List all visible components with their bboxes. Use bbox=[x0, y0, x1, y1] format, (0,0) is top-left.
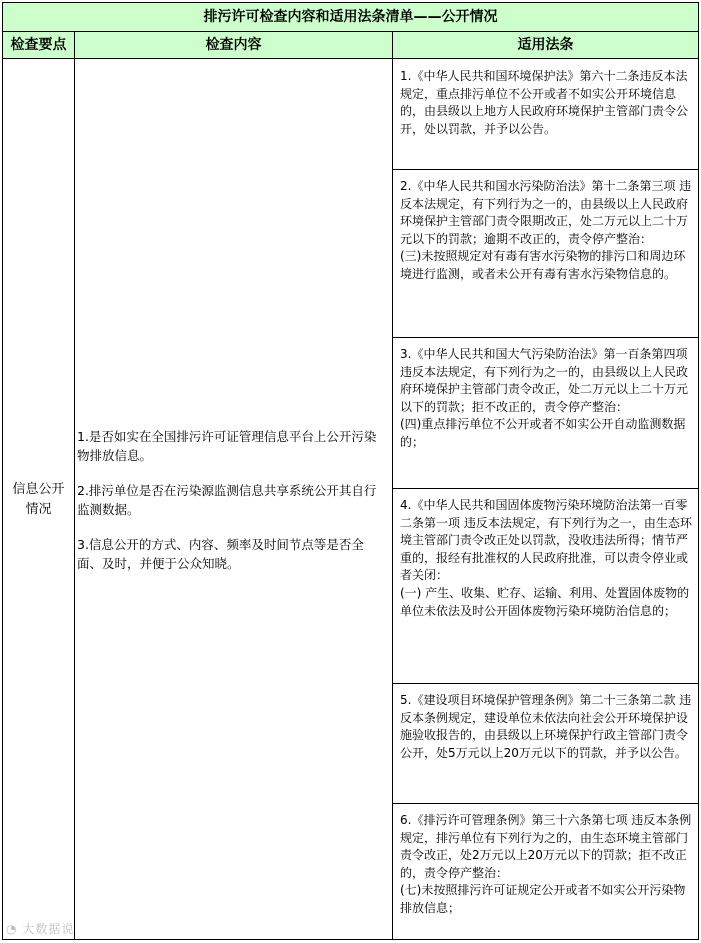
header-inspection-point: 检查要点 bbox=[3, 32, 74, 59]
header-applicable-law: 适用法条 bbox=[393, 32, 698, 59]
inspection-point-text: 信息公开情况 bbox=[12, 481, 65, 517]
inspection-content-cell bbox=[75, 60, 392, 939]
law-cell-2 bbox=[393, 170, 698, 338]
law-text: 1.《中华人民共和国环境保护法》第六十二条违反本法规定，重点排污单位不公开或者不如实公开环境信息的，由县级以上地方人民政府环境保护主管部门责令公开，处以罚款，并予以公告。 bbox=[400, 69, 689, 136]
law-cell-5 bbox=[393, 684, 698, 804]
table-title: 排污许可检查内容和适用法条清单——公开情况 bbox=[3, 3, 698, 32]
law-text: 5.《建设项目环境保护管理条例》第二十三条第二款 违反本条例规定，建设单位未依法向社会公开环境保护设施验收报告的，由县级以上环境保护行政主管部门责令公开，处5万元以上20万元以下的罚款，并予以公告。 bbox=[400, 693, 692, 760]
inspection-point-cell bbox=[3, 60, 74, 939]
law-cell-6 bbox=[393, 804, 698, 939]
watermark-text: 大数据说 bbox=[22, 922, 75, 936]
watermark-logo-icon: ◔ bbox=[6, 922, 18, 936]
law-cell-4 bbox=[393, 489, 698, 684]
header-inspection-content: 检查内容 bbox=[75, 32, 392, 59]
regulation-table bbox=[2, 2, 699, 940]
law-text: 4.《中华人民共和国固体废物污染环境防治法第一百零二条第一项 违反本法规定，有下列行为之一，由生态环境主管部门责令改正处以罚款，没收违法所得；情节严重的，报经有批准权的人民政府批准，可以责令停业或者关闭： bbox=[400, 498, 692, 583]
content-item: 3.信息公开的方式、内容、频率及时间节点等是否全面、及时，并便于公众知晓。 bbox=[77, 536, 364, 571]
content-item: 1.是否如实在全国排污许可证管理信息平台上公开污染物排放信息。 bbox=[77, 428, 377, 463]
law-text: 2.《中华人民共和国水污染防治法》第十二条第三项 违反本法规定，有下列行为之一的，由县级以上人民政府环境保护主管部门责令限期改正，处二万元以上二十万元以下的罚款；逾期不改正的，责令停产整治： bbox=[400, 179, 692, 246]
law-text: 3.《中华人民共和国大气污染防治法》第一百条第四项 违反本法规定，有下列行为之一的，由县级以上人民政府环境保护主管部门责令改正，处二万元以上二十万元以下的罚款；拒不改正的，责令停产整治： bbox=[400, 347, 689, 414]
law-text: (三)未按照规定对有毒有害水污染物的排污口和周边环境进行监测，或者未公开有毒有害水污染物信息的。 bbox=[400, 249, 686, 281]
law-text: (四)重点排污单位不公开或者不如实公开自动监测数据的； bbox=[400, 417, 686, 449]
watermark bbox=[6, 920, 74, 937]
content-item: 2.排污单位是否在污染源监测信息共享系统公开其自行监测数据。 bbox=[77, 482, 377, 517]
law-cell-1 bbox=[393, 60, 698, 170]
law-cell-3 bbox=[393, 338, 698, 489]
law-text: (七)未按照排污许可证规定公开或者不如实公开污染物排放信息； bbox=[400, 883, 686, 915]
law-text: 6.《排污许可管理条例》第三十六条第七项 违反本条例规定，排污单位有下列行为之的，由生态环境主管部门责令改正，处2万元以上20万元以下的罚款；拒不改正的，责令停产整治： bbox=[400, 813, 692, 880]
law-text: (一) 产生、收集、贮存、运输、利用、处置固体废物的单位未依法及时公开固体废物污染环境防治信息的； bbox=[400, 585, 690, 618]
